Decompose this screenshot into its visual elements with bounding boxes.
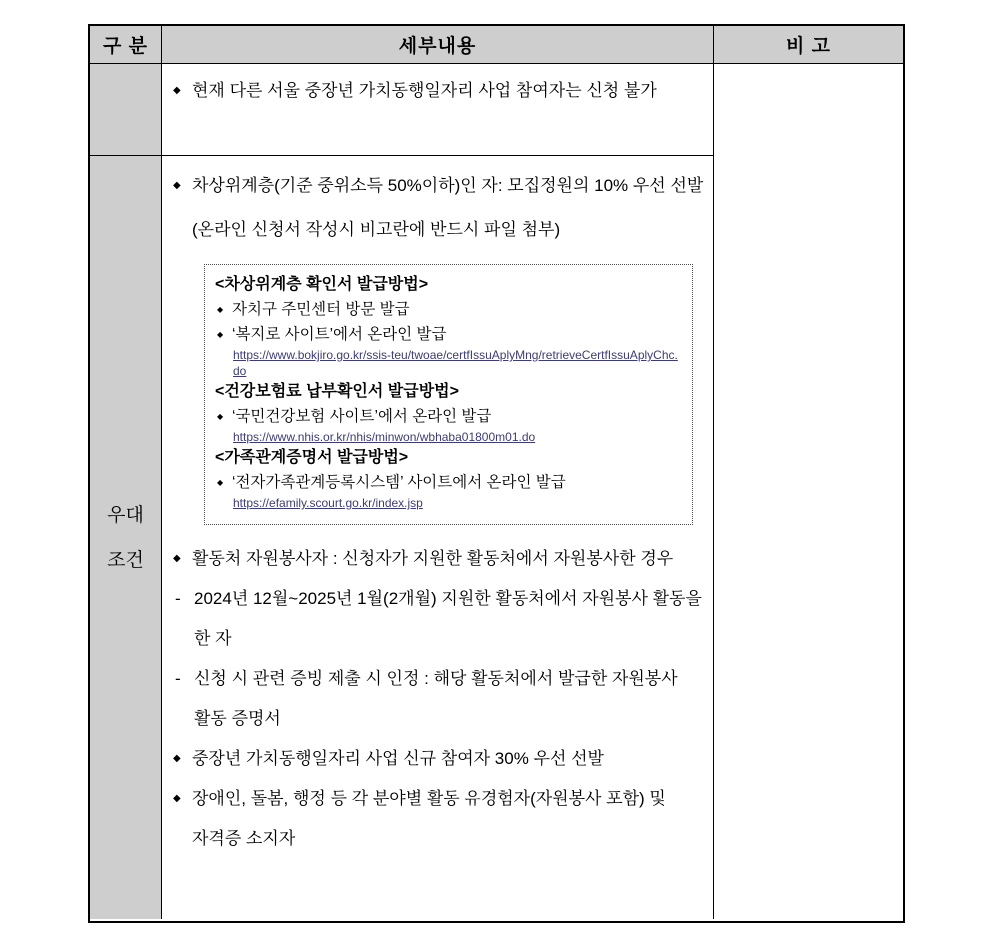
bokjiro-link-line [233, 347, 682, 379]
diamond-bullet-icon: ◆ [173, 793, 181, 804]
nhis-text: ‘국민건강보험 사이트’에서 온라인 발급 [232, 408, 492, 425]
box-heading-low-income: <차상위계층 확인서 발급방법> [215, 276, 429, 293]
details-cell-restriction [162, 64, 714, 156]
diamond-bullet-icon: ◆ [217, 305, 224, 314]
diamond-bullet-icon: ◆ [217, 478, 224, 487]
issuance-methods-box [204, 264, 693, 525]
list-item-restriction [170, 68, 707, 113]
new-participant-text: 중장년 가치동행일자리 사업 신규 참여자 30% 우선 선발 [192, 749, 604, 768]
list-item-new-participant [170, 739, 707, 779]
category-label-line1: 우대 [107, 504, 144, 526]
diamond-bullet-icon: ◆ [173, 553, 181, 564]
list-item-experience [170, 779, 707, 859]
diamond-bullet-icon: ◆ [173, 180, 181, 191]
box-heading-insurance: <건강보험료 납부확인서 발급방법> [215, 383, 459, 400]
bokjiro-text: ‘복지로 사이트’에서 온라인 발급 [232, 326, 447, 343]
volunteer-period-text: 2024년 12월~2025년 1월(2개월) 지원한 활동처에서 자원봉사 활동을 한 자 [194, 589, 702, 648]
box-item-bokjiro [215, 322, 682, 347]
category-cell-empty [90, 64, 162, 156]
box-item-nhis [215, 404, 682, 429]
box-item-efamily [215, 470, 682, 495]
restriction-text: 현재 다른 서울 중장년 가치동행일자리 사업 참여자는 신청 불가 [192, 81, 657, 100]
list-item-volunteer [170, 539, 707, 579]
efamily-text: ‘전자가족관계등록시스템’ 사이트에서 온라인 발급 [232, 474, 566, 491]
diamond-bullet-icon: ◆ [217, 330, 224, 339]
hyperlink-nhis[interactable]: https://www.nhis.or.kr/nhis/minwon/wbhaba01800m01.do [233, 430, 536, 444]
category-cell-preference [90, 156, 162, 919]
dash-bullet: - [175, 589, 181, 608]
list-item-low-income [170, 164, 707, 252]
box-item-community-center [215, 297, 682, 322]
list-subitem-volunteer-proof [175, 659, 707, 739]
category-label-line2: 조건 [107, 549, 144, 571]
volunteer-proof-text: 신청 시 관련 증빙 제출 시 인정 : 해당 활동처에서 발급한 자원봉사 활동 증명서 [194, 669, 678, 728]
hyperlink-efamily[interactable]: https://efamily.scourt.go.kr/index.jsp [233, 496, 423, 510]
details-cell-preference [162, 156, 714, 919]
experience-text: 장애인, 돌봄, 행정 등 각 분야별 활동 유경험자(자원봉사 포함) 및 자격증 소지자 [192, 789, 666, 848]
volunteer-text: 활동처 자원봉사자 : 신청자가 지원한 활동처에서 자원봉사한 경우 [192, 549, 674, 568]
box-heading-family: <가족관계증명서 발급방법> [215, 449, 409, 466]
nhis-link-line [233, 429, 682, 445]
efamily-link-line [233, 495, 682, 511]
diamond-bullet-icon: ◆ [173, 753, 181, 764]
remarks-cell-empty [714, 64, 903, 919]
low-income-text: 차상위계층(기준 중위소득 50%이하)인 자: 모집정원의 10% 우선 선발 (온라인 신청서 작성시 비고란에 반드시 파일 첨부) [192, 176, 704, 239]
hyperlink-bokjiro[interactable]: https://www.bokjiro.go.kr/ssis-teu/twoae/certfIssuAplyMng/retrieveCertfIssuAplyChc.do [233, 348, 678, 378]
community-center-text: 자치구 주민센터 방문 발급 [232, 301, 410, 318]
preference-conditions-table [88, 24, 905, 923]
header-details: 세부내용 [162, 26, 714, 64]
header-remarks: 비 고 [714, 26, 903, 64]
header-category: 구 분 [90, 26, 162, 64]
dash-bullet: - [175, 669, 181, 688]
list-subitem-volunteer-period [175, 579, 707, 659]
diamond-bullet-icon: ◆ [217, 412, 224, 421]
diamond-bullet-icon: ◆ [173, 85, 181, 96]
